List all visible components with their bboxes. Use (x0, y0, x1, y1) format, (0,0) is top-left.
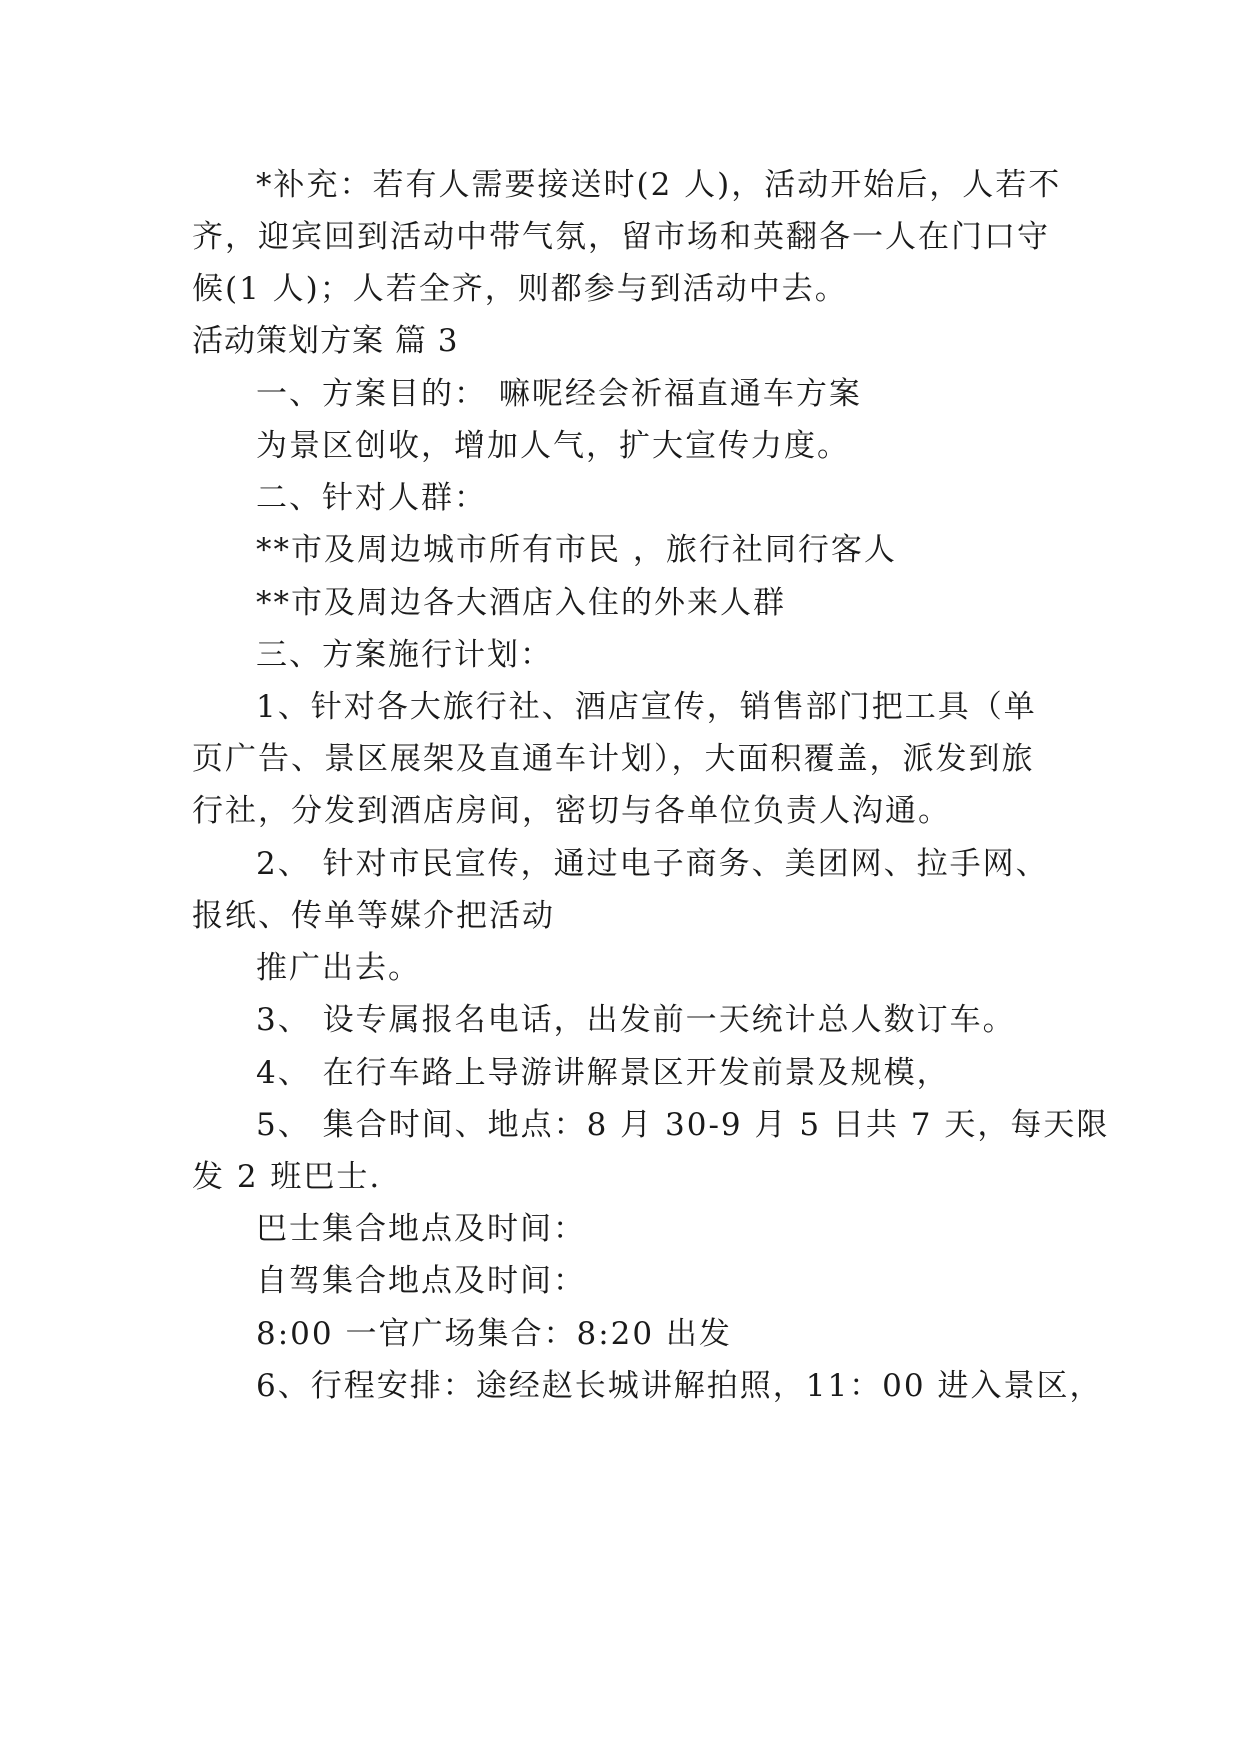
paragraph-supplement-line-3: 候(1 人)；人若全齐，则都参与到活动中去。 (192, 271, 848, 307)
item-purpose-heading: 一、方案目的： 嘛呢经会祈福直通车方案 (256, 376, 862, 412)
plan-step-2-line-1: 2、 针对市民宣传，通过电子商务、美团网、拉手网、 (256, 846, 1049, 882)
plan-step-1-line-3: 行社，分发到酒店房间，密切与各单位负责人沟通。 (192, 793, 951, 829)
item-plan-heading: 三、方案施行计划： (256, 637, 553, 673)
item-audience-text-2: **市及周边各大酒店入住的外来人群 (256, 585, 786, 621)
plan-step-3: 3、 设专属报名电话，出发前一天统计总人数订车。 (256, 1002, 1016, 1038)
item-purpose-text: 为景区创收，增加人气，扩大宣传力度。 (256, 428, 850, 464)
item-audience-heading: 二、针对人群： (256, 480, 487, 516)
plan-step-1-line-1: 1、针对各大旅行社、酒店宣传，销售部门把工具（单 (256, 689, 1037, 725)
plan-step-2-line-3: 推广出去。 (256, 950, 421, 986)
meeting-time: 8:00 一官广场集合：8:20 出发 (256, 1316, 732, 1352)
plan-step-5-line-2: 发 2 班巴士. (192, 1159, 382, 1195)
plan-step-2-line-2: 报纸、传单等媒介把活动 (192, 898, 555, 934)
item-audience-text-1: **市及周边城市所有市民 ，旅行社同行客人 (256, 532, 897, 568)
paragraph-supplement-line-2: 齐，迎宾回到活动中带气氛，留市场和英翻各一人在门口守 (192, 219, 1050, 255)
section-heading: 活动策划方案 篇 3 (192, 323, 459, 359)
bus-meeting-point: 巴士集合地点及时间： (256, 1211, 586, 1247)
plan-step-4: 4、 在行车路上导游讲解景区开发前景及规模， (256, 1055, 950, 1091)
paragraph-supplement-line-1: *补充：若有人需要接送时(2 人)，活动开始后，人若不 (256, 167, 1062, 203)
plan-step-1-line-2: 页广告、景区展架及直通车计划），大面积覆盖，派发到旅 (192, 741, 1035, 777)
self-drive-meeting-point: 自驾集合地点及时间： (256, 1263, 586, 1299)
plan-step-6: 6、行程安排：途经赵长城讲解拍照，11：00 进入景区， (256, 1368, 1103, 1404)
plan-step-5-line-1: 5、 集合时间、地点：8 月 30-9 月 5 日共 7 天，每天限 (256, 1107, 1110, 1143)
